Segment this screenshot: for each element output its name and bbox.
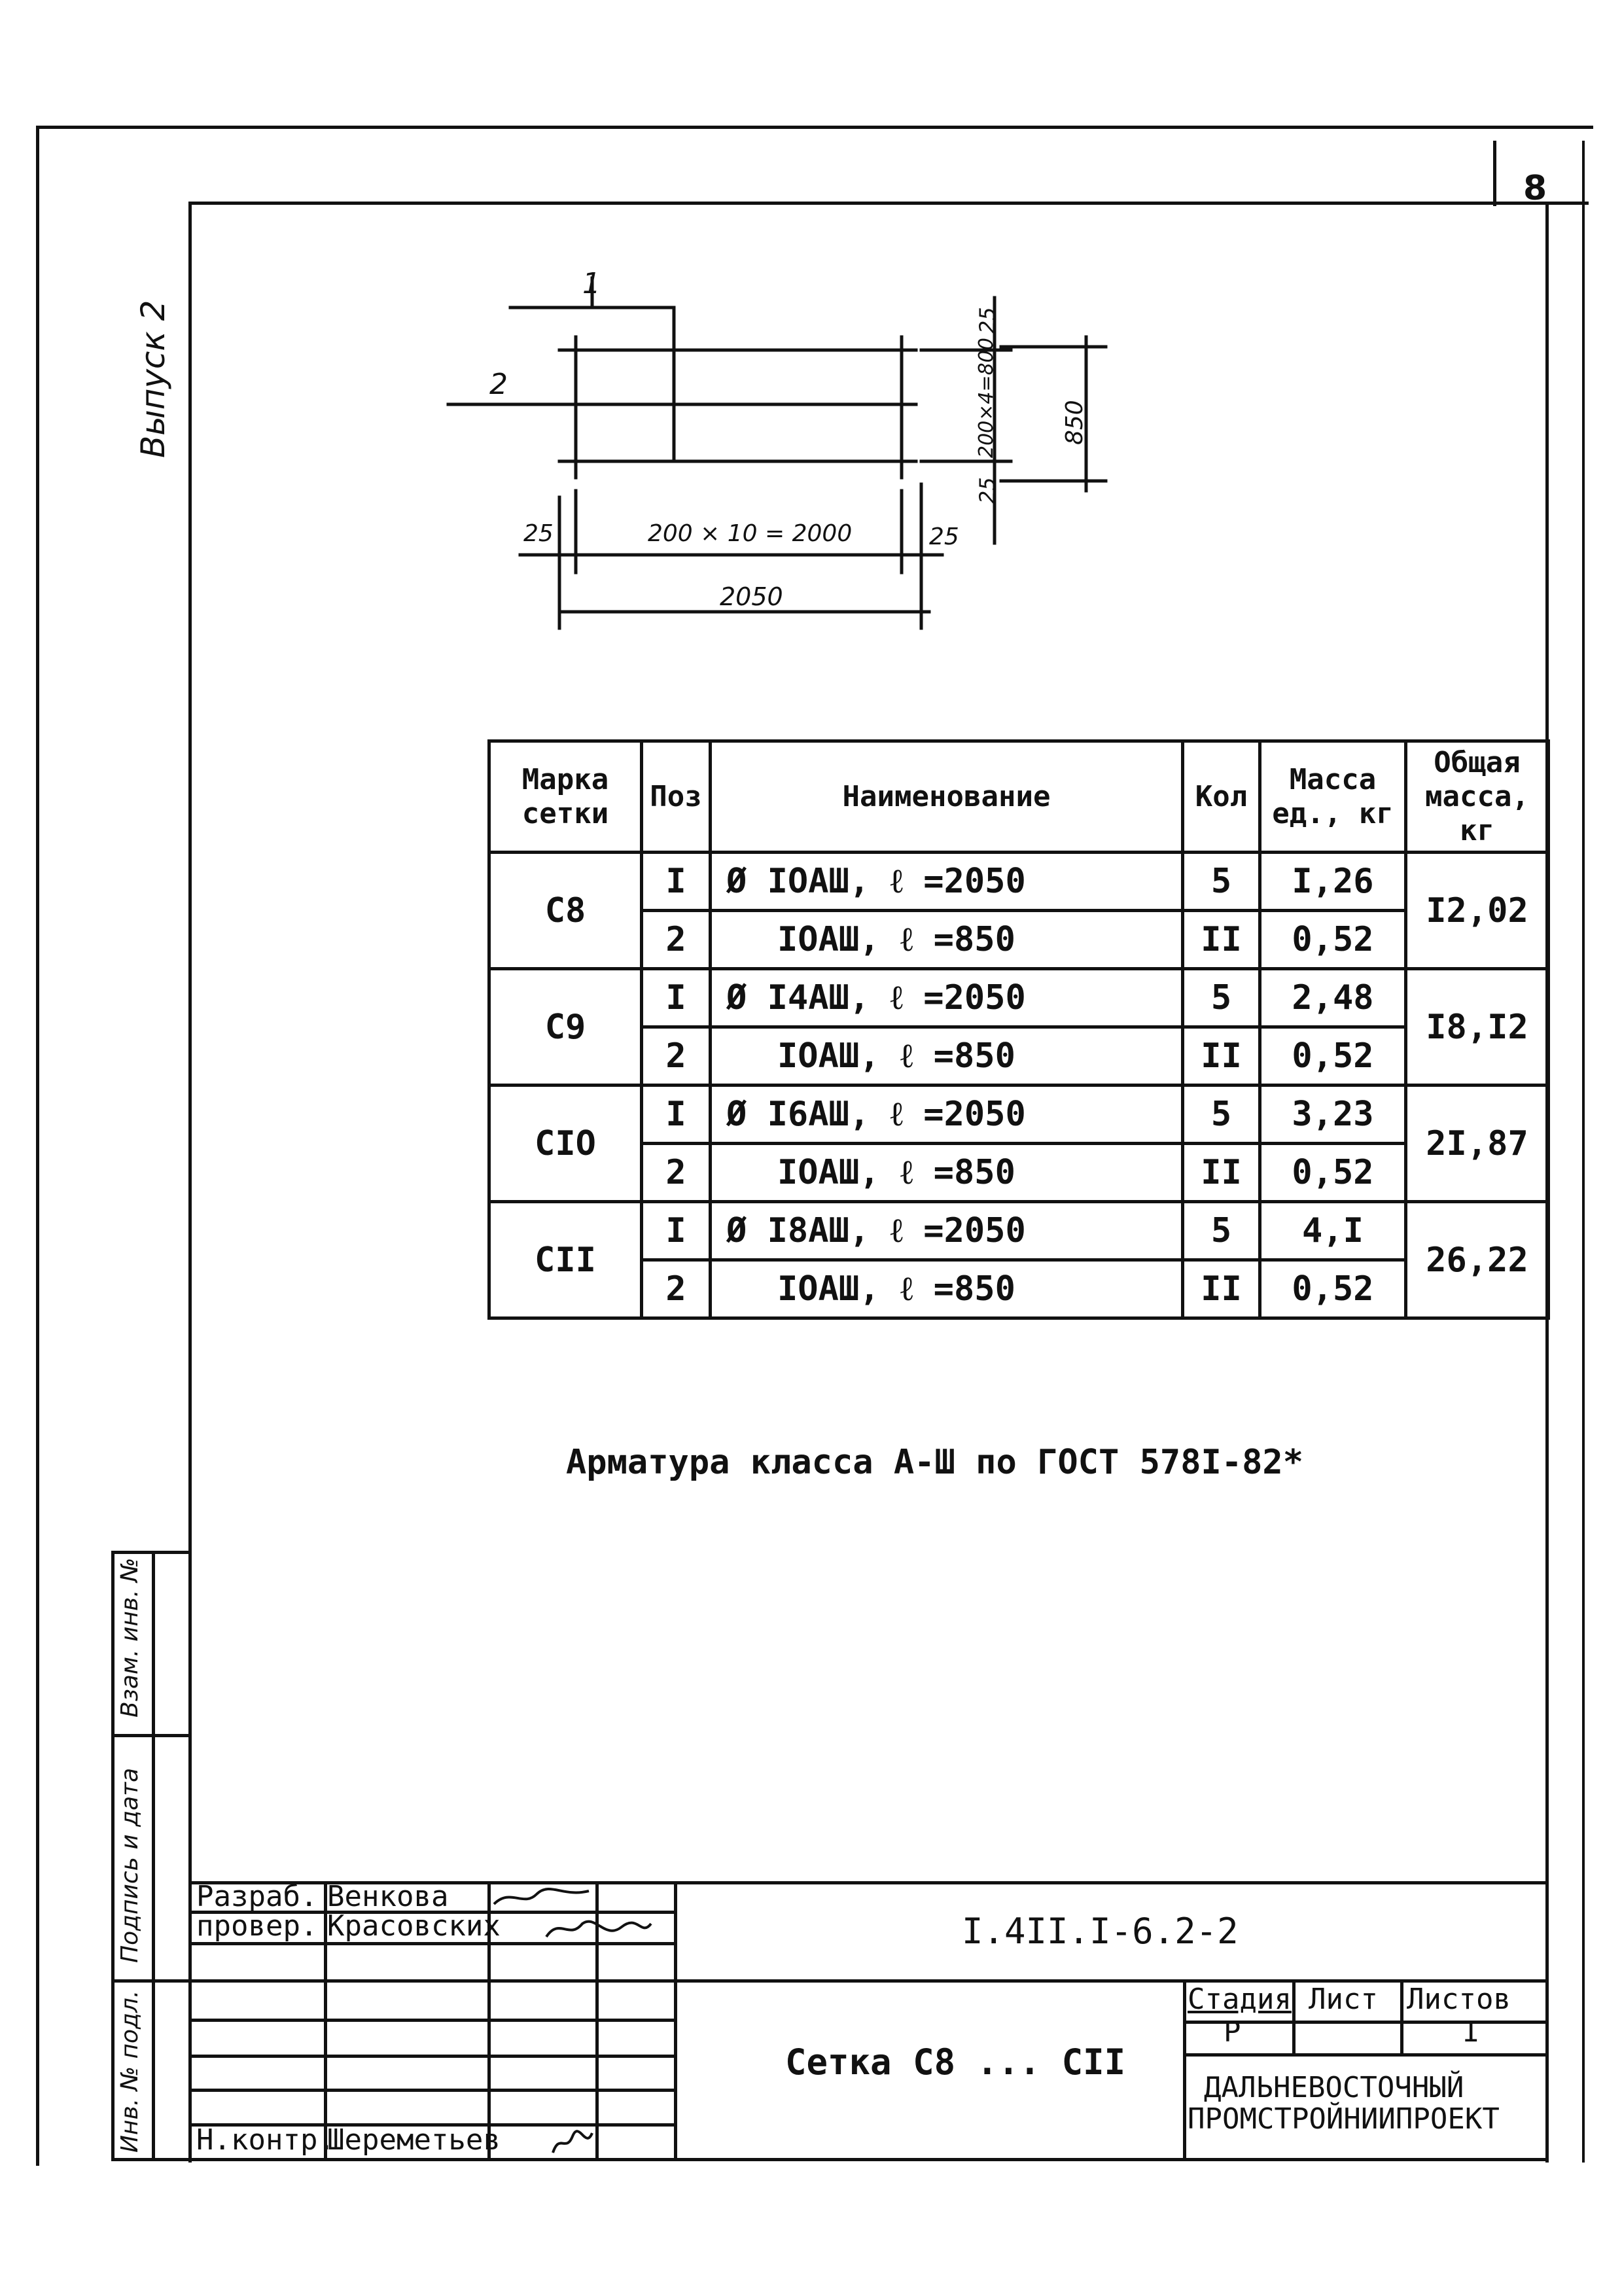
side-stamp-div2 — [111, 1979, 191, 1983]
table-row — [489, 1144, 1549, 1202]
titleblock-col4 — [674, 1881, 677, 2159]
total-cell: I8,I2 — [1406, 969, 1549, 1086]
dim-left-label: 25 — [523, 520, 554, 547]
total-cell: 26,22 — [1406, 1202, 1549, 1318]
mark-cell: С9 — [489, 969, 642, 1086]
titleblock-col5 — [1183, 1979, 1186, 2159]
table-row — [489, 1202, 1549, 1260]
header-mark: Марка сетки — [489, 741, 642, 853]
dim-top-label: 25 — [975, 307, 1000, 334]
signature-norm-control — [550, 2127, 595, 2156]
name-cell: IOAШ, ℓ =850 — [711, 911, 1183, 969]
header-name: Наименование — [711, 741, 1183, 853]
name-cell: Ø I4AШ, ℓ =2050 — [711, 969, 1183, 1027]
organization-line2: ПРОМСТРОЙНИИПРОЕКТ — [1188, 2102, 1500, 2136]
name-cell: IOAШ, ℓ =850 — [711, 1144, 1183, 1202]
mass-cell: 0,52 — [1260, 1260, 1406, 1318]
name-cell: Ø I8AШ, ℓ =2050 — [711, 1202, 1183, 1260]
table-row — [489, 969, 1549, 1027]
signature-developer — [491, 1884, 595, 1911]
mass-cell: 3,23 — [1260, 1086, 1406, 1144]
table-row — [489, 853, 1549, 911]
total-cell: I2,02 — [1406, 853, 1549, 969]
dim-total-label: 2050 — [720, 582, 783, 611]
qty-cell: 5 — [1183, 1086, 1260, 1144]
name-cell: Ø I6AШ, ℓ =2050 — [711, 1086, 1183, 1144]
qty-cell: 5 — [1183, 1202, 1260, 1260]
header-unit-mass: Масса ед., кг — [1260, 741, 1406, 853]
pos-cell: I — [642, 853, 711, 911]
stage-col-div1 — [1292, 1979, 1296, 2053]
sheets-label: Листов — [1407, 1983, 1511, 2016]
pos-2-label: 2 — [489, 368, 508, 401]
mark-cell: СIO — [489, 1086, 642, 1202]
total-cell: 2I,87 — [1406, 1086, 1549, 1202]
name-cell: IOAШ, ℓ =850 — [711, 1260, 1183, 1318]
side-stamp-top — [111, 1551, 191, 1554]
pos-1-label: 1 — [582, 267, 601, 300]
mass-cell: 2,48 — [1260, 969, 1406, 1027]
qty-cell: II — [1183, 1260, 1260, 1318]
role-norm-control: Н.контр. — [196, 2123, 335, 2157]
specification-table — [487, 739, 1550, 1320]
stage-row-line2 — [1183, 2053, 1545, 2057]
dim-span-label: 200 × 10 = 2000 — [648, 520, 853, 547]
table-row — [489, 1086, 1549, 1144]
organization-line1: ДАЛЬНЕВОСТОЧНЫЙ — [1204, 2071, 1464, 2104]
side-stamp-sign-date: Подпись и дата — [116, 1767, 143, 1963]
pos-cell: 2 — [642, 1144, 711, 1202]
titleblock-row5 — [191, 2089, 674, 2092]
name-cell: IOAШ, ℓ =850 — [711, 1027, 1183, 1086]
stage-col-div2 — [1400, 1979, 1403, 2053]
name-checker: Красовских — [327, 1909, 501, 1943]
side-stamp-div1 — [111, 1734, 191, 1737]
document-code: I.4II.I-6.2-2 — [962, 1911, 1239, 1952]
header-total-mass: Общая масса, кг — [1406, 741, 1549, 853]
table-row — [489, 1260, 1549, 1318]
dim-mid-label: 200×4=800 — [975, 338, 998, 458]
mass-cell: 4,I — [1260, 1202, 1406, 1260]
signature-checker — [543, 1914, 654, 1943]
drawing-title: Сетка С8 ... СII — [785, 2041, 1126, 2083]
side-stamp-left — [111, 1551, 115, 2159]
dim-height-label: 850 — [1061, 400, 1088, 445]
pos-cell: I — [642, 969, 711, 1027]
mass-cell: 0,52 — [1260, 1144, 1406, 1202]
stage-value: Р — [1224, 2015, 1241, 2049]
qty-cell: 5 — [1183, 969, 1260, 1027]
pos-cell: 2 — [642, 911, 711, 969]
mark-cell: С8 — [489, 853, 642, 969]
qty-cell: 5 — [1183, 853, 1260, 911]
pos-cell: I — [642, 1086, 711, 1144]
name-norm-control: Шереметьев — [327, 2123, 501, 2157]
sheets-value: I — [1462, 2015, 1480, 2049]
reinforcement-note: Арматура класса А-Ш по ГОСТ 578I-82* — [566, 1443, 1304, 1482]
stage-label: Стадия — [1188, 1983, 1292, 2016]
sheet-number: 8 — [1523, 169, 1547, 208]
role-checker: провер. — [196, 1909, 318, 1943]
table-row — [489, 1027, 1549, 1086]
qty-cell: II — [1183, 1027, 1260, 1086]
titleblock-row3 — [191, 2019, 674, 2022]
name-cell: Ø IOAШ, ℓ =2050 — [711, 853, 1183, 911]
side-stamp-mid — [152, 1551, 155, 2159]
side-label: Выпуск 2 — [134, 300, 172, 458]
sheet-label: Лист — [1309, 1983, 1378, 2016]
mass-cell: I,26 — [1260, 853, 1406, 911]
side-stamp-inv-podl: Инв. № подл. — [116, 1990, 143, 2153]
pos-cell: I — [642, 1202, 711, 1260]
table-row — [489, 911, 1549, 969]
qty-cell: II — [1183, 911, 1260, 969]
header-pos: Поз — [642, 741, 711, 853]
qty-cell: II — [1183, 1144, 1260, 1202]
mass-cell: 0,52 — [1260, 1027, 1406, 1086]
mark-cell: СII — [489, 1202, 642, 1318]
dim-right-label: 25 — [929, 523, 959, 550]
side-stamp-inv-vzam: Взам. инв. № — [116, 1557, 143, 1718]
titleblock-row4 — [191, 2055, 674, 2058]
pos-cell: 2 — [642, 1260, 711, 1318]
pos-cell: 2 — [642, 1027, 711, 1086]
dim-bottom-label: 25 — [975, 477, 1000, 504]
mesh-drawing — [0, 0, 1622, 654]
mass-cell: 0,52 — [1260, 911, 1406, 969]
header-qty: Кол — [1183, 741, 1260, 853]
role-developer: Разраб. — [196, 1880, 318, 1913]
name-developer: Венкова — [327, 1880, 449, 1913]
